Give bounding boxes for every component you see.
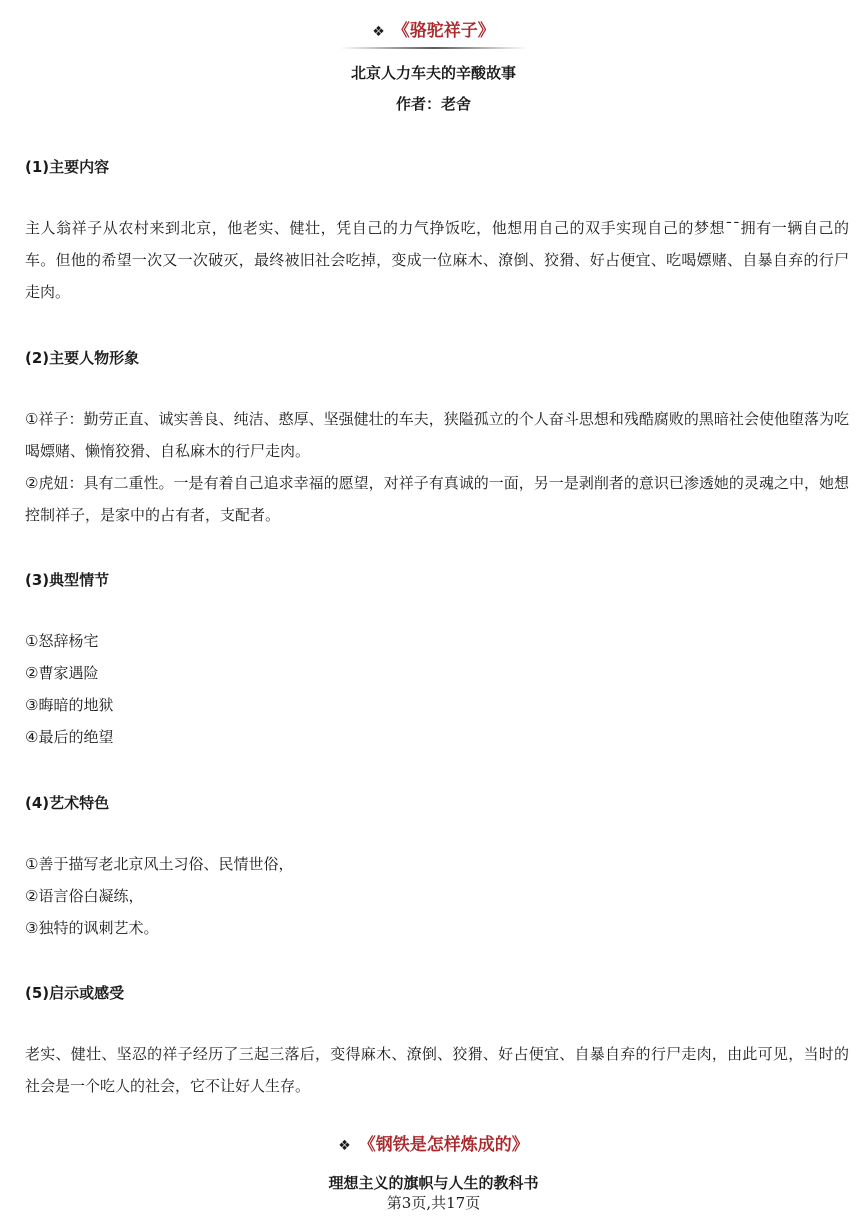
art-item: ③独特的讽刺艺术。 (25, 919, 159, 937)
book-title (0, 16, 867, 41)
book-author: 作者：老舍 (395, 95, 471, 113)
plot-item: ①怒辞杨宅 (25, 632, 99, 650)
book-subtitle: 北京人力车夫的辛酸故事 (350, 64, 516, 82)
section-heading-plot: (3)典型情节 (25, 571, 110, 589)
plot-item: ③晦暗的地狱 (25, 696, 114, 714)
section-heading-characters: (2)主要人物形象 (25, 349, 140, 367)
page-number: 第3页,共17页 (386, 1194, 481, 1212)
art-item: ①善于描写老北京风土习俗、民情世俗， (25, 855, 294, 873)
book2-subtitle: 理想主义的旗帜与人生的教科书 (328, 1174, 539, 1192)
section-text-main-content: 主人翁祥子从农村来到北京，他老实、健壮，凭自己的力气挣饭吃，他想用自己的双手实现自己的梦想¯¯拥有一辆自己的车。但他的希望一次又一次破灭，最终被旧社会吃掉，变成一位麻木、潦倒、狡猾、好占便宜、吃喝嫖赌、自暴自弃的行尸走肉。 (25, 219, 849, 301)
book2-title (0, 1130, 867, 1155)
book-title-text: 《骆驼祥子》 (392, 21, 495, 41)
section-heading-main-content: (1)主要内容 (25, 158, 110, 176)
title-divider (340, 47, 527, 49)
diamond-ornament-icon: ❖ (372, 24, 385, 40)
plot-item: ④最后的绝望 (25, 728, 114, 746)
book2-title-text: 《钢铁是怎样炼成的》 (358, 1135, 529, 1155)
plot-item: ②曹家遇险 (25, 664, 99, 682)
character-item: ②虎妞：具有二重性。一是有着自己追求幸福的愿望，对祥子有真诚的一面，另一是剥削者的意识已渗透她的灵魂之中，她想控制祥子，是家中的占有者，支配者。 (25, 474, 849, 524)
art-item: ②语言俗白凝练， (25, 887, 144, 905)
section-heading-insight: (5)启示或感受 (25, 984, 125, 1002)
section-heading-art: (4)艺术特色 (25, 794, 110, 812)
character-item: ①祥子：勤劳正直、诚实善良、纯洁、憨厚、坚强健壮的车夫，狭隘孤立的个人奋斗思想和残酷腐败的黑暗社会使他堕落为吃喝嫖赌、懒惰狡猾、自私麻木的行尸走肉。 (25, 410, 849, 460)
diamond-ornament-icon: ❖ (338, 1138, 351, 1154)
section-text-insight: 老实、健壮、坚忍的祥子经历了三起三落后，变得麻木、潦倒、狡猾、好占便宜、自暴自弃的行尸走肉，由此可见，当时的社会是一个吃人的社会，它不让好人生存。 (25, 1045, 849, 1095)
